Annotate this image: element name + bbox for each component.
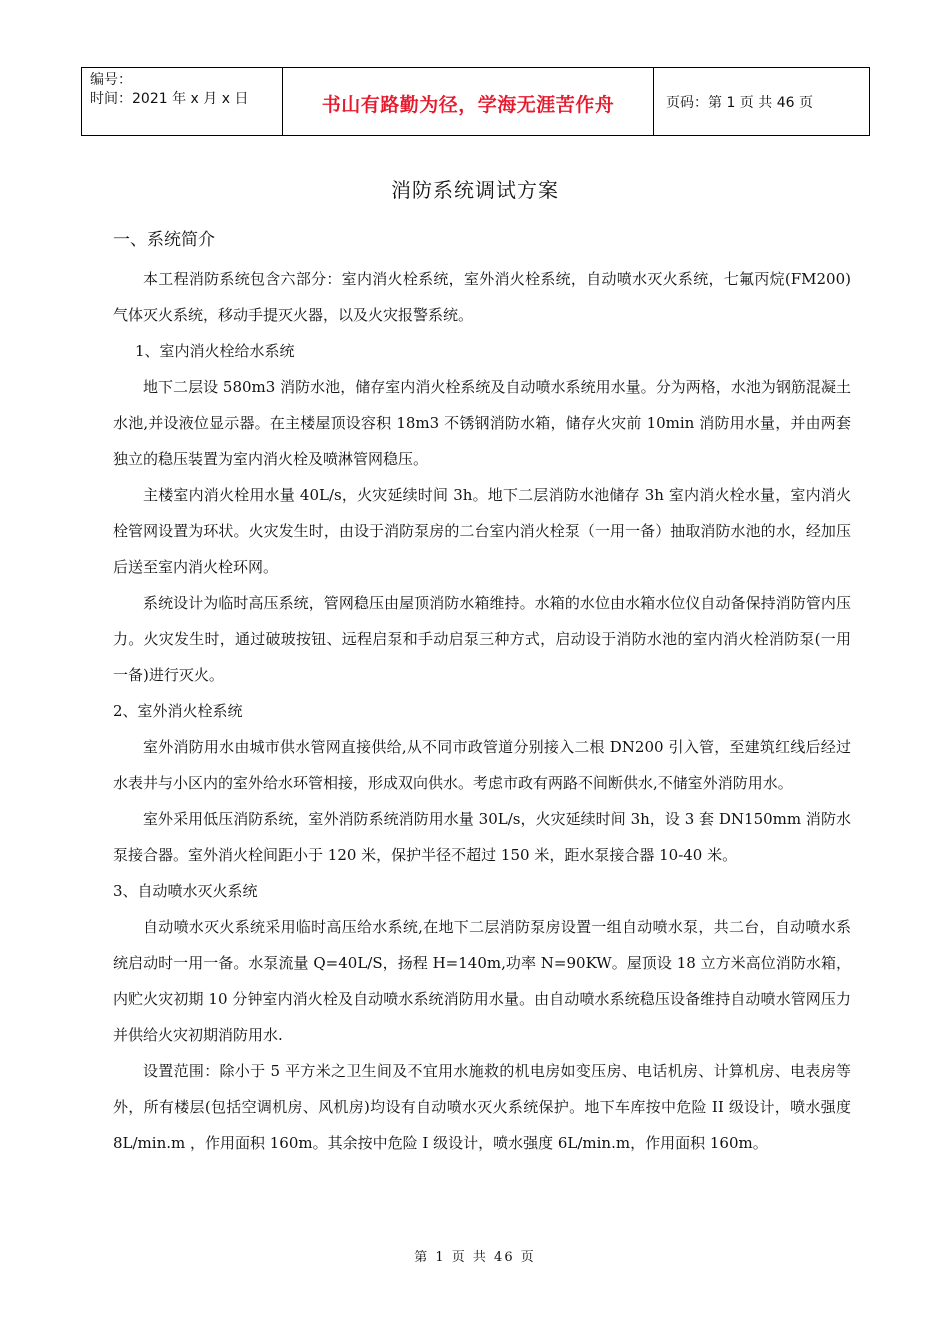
paragraph: 室外采用低压消防系统，室外消防系统消防用水量 30L/s，火灾延续时间 3h，设 3 套 DN150mm 消防水泵接合器。室外消火栓间距小于 120 米，保护半径不超过 150 米，距水泵接合器 10-40 米。 bbox=[113, 810, 851, 864]
section-heading: 一、系统简介 bbox=[113, 230, 215, 250]
document-number-label: 编号： bbox=[90, 72, 132, 88]
paragraph: 自动喷水灭火系统采用临时高压给水系统,在地下二层消防泵房设置一组自动喷水泵，共二台，自动喷水系统启动时一用一备。水泵流量 Q=40L/S，扬程 H=140m,功率 N=90KW。屋顶设 18 立方米高位消防水箱，内贮火灾初期 10 分钟室内消火栓及自动喷水系统消防用水量。由自动喷水系统稳压设备维持自动喷水管网压力并供给火灾初期消防用水. bbox=[113, 918, 851, 1044]
header-page-cell bbox=[654, 68, 870, 136]
subsection-heading: 3、自动喷水灭火系统 bbox=[113, 882, 258, 900]
document-date-label: 时间：2021 年 x 月 x 日 bbox=[90, 91, 249, 107]
paragraph: 主楼室内消火栓用水量 40L/s，火灾延续时间 3h。地下二层消防水池储存 3h 室内消火栓水量，室内消火栓管网设置为环状。火灾发生时，由设于消防泵房的二台室内消火栓泵（一用一备）抽取消防水池的水，经加压后送至室内消火栓环网。 bbox=[113, 486, 851, 576]
document-body bbox=[113, 225, 851, 1161]
subsection-heading: 1、室内消火栓给水系统 bbox=[135, 342, 295, 360]
document-title: 消防系统调试方案 bbox=[391, 178, 559, 202]
header-page-info: 页码：第 1 页 共 46 页 bbox=[666, 94, 813, 111]
paragraph: 设置范围：除小于 5 平方米之卫生间及不宜用水施救的机电房如变压房、电话机房、计算机房、电表房等外，所有楼层(包括空调机房、风机房)均设有自动喷水灭火系统保护。地下车库按中危险 II 级设计，喷水强度 8L/min.m ，作用面积 160m。其余按中危险 I 级设计，喷水强度 6L/min.m，作用面积 160m。 bbox=[113, 1062, 851, 1152]
subsection-heading: 2、室外消火栓系统 bbox=[113, 702, 243, 720]
header-motto: 书山有路勤为径，学海无涯苦作舟 bbox=[321, 94, 615, 116]
header-meta-cell bbox=[82, 68, 283, 136]
page-footer: 第 1 页 共 46 页 bbox=[414, 1250, 536, 1265]
paragraph: 室外消防用水由城市供水管网直接供给,从不同市政管道分别接入二根 DN200 引入管，至建筑红线后经过水表井与小区内的室外给水环管相接，形成双向供水。考虑市政有两路不间断供水,不储室外消防用水。 bbox=[113, 738, 851, 792]
header-table bbox=[81, 67, 870, 136]
paragraph: 地下二层设 580m3 消防水池，储存室内消火栓系统及自动喷水系统用水量。分为两格，水池为钢筋混凝土水池,并设液位显示器。在主楼屋顶设容积 18m3 不锈钢消防水箱，储存火灾前 10min 消防用水量，并由两套独立的稳压装置为室内消火栓及喷淋管网稳压。 bbox=[113, 378, 851, 468]
paragraph: 本工程消防系统包含六部分：室内消火栓系统，室外消火栓系统，自动喷水灭火系统，七氟丙烷(FM200)气体灭火系统，移动手提灭火器，以及火灾报警系统。 bbox=[113, 270, 851, 324]
header-motto-cell bbox=[283, 68, 654, 136]
paragraph: 系统设计为临时高压系统，管网稳压由屋顶消防水箱维持。水箱的水位由水箱水位仪自动备保持消防管内压力。火灾发生时，通过破玻按钮、远程启泵和手动启泵三种方式，启动设于消防水池的室内消火栓消防泵(一用一备)进行灭火。 bbox=[113, 594, 851, 684]
